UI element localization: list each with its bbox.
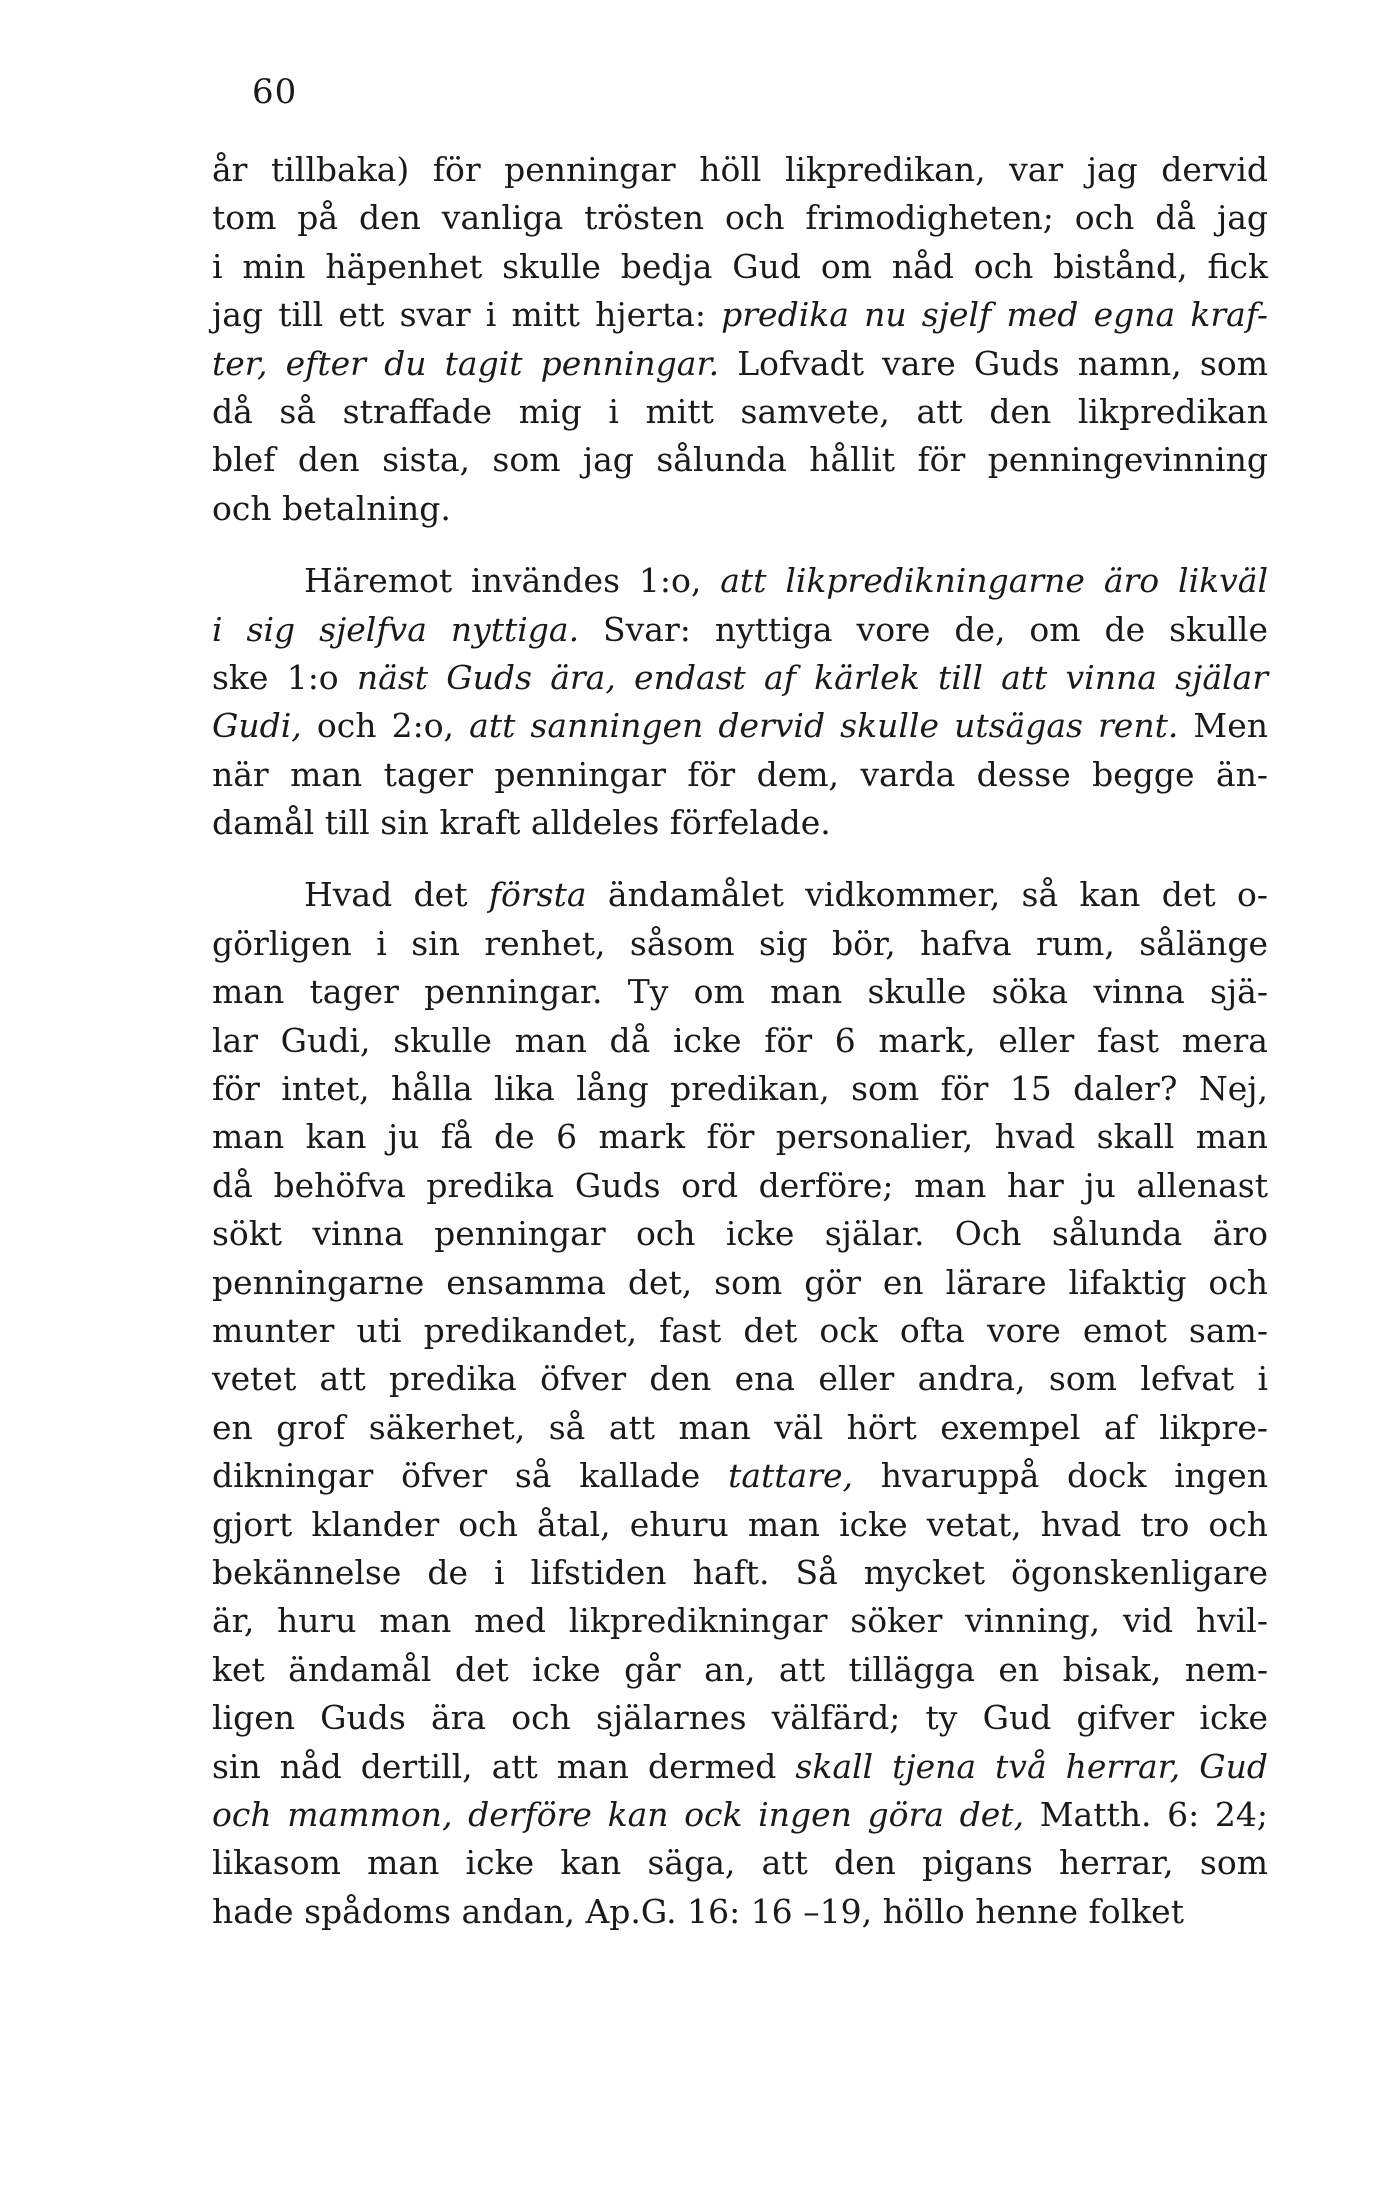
text-segment: när man tager penningar för dem, varda desse begge än- xyxy=(212,754,1268,794)
italic-text: ter, efter du tagit penningar. xyxy=(212,343,720,383)
text-line xyxy=(212,702,1268,750)
text-segment: Svar: nyttiga vore de, om de skulle xyxy=(579,609,1268,649)
text-line xyxy=(212,1501,1268,1549)
text-segment: dikningar öfver så kallade xyxy=(212,1456,729,1496)
text-segment: tom på den vanliga trösten och frimodigheten; och då jag xyxy=(212,198,1268,238)
text-segment: en grof säkerhet, så att man väl hört exempel af likpre- xyxy=(212,1407,1268,1447)
text-line xyxy=(212,1404,1268,1452)
text-line xyxy=(212,243,1268,291)
text-segment: gjort klander och åtal, ehuru man icke vetat, hvad tro och xyxy=(212,1504,1268,1544)
text-line xyxy=(212,871,1268,919)
text-segment: då behöfva predika Guds ord derföre; man har ju allenast xyxy=(212,1165,1268,1205)
text-line xyxy=(212,194,1268,242)
text-body xyxy=(212,146,1268,1936)
text-segment: damål till sin kraft alldeles förfelade. xyxy=(212,803,831,843)
text-line xyxy=(212,1452,1268,1500)
italic-text: tattare, xyxy=(728,1456,854,1496)
text-line xyxy=(212,1162,1268,1210)
text-line xyxy=(212,1307,1268,1355)
text-segment: hvaruppå dock ingen xyxy=(853,1456,1268,1496)
text-segment: ket ändamål det icke går an, att tillägga en bisak, nem- xyxy=(212,1649,1268,1689)
text-line xyxy=(212,1694,1268,1742)
text-line xyxy=(212,485,1268,533)
paragraph-gap xyxy=(212,847,1268,871)
text-line xyxy=(212,1791,1268,1839)
text-line xyxy=(212,557,1268,605)
text-line xyxy=(212,1743,1268,1791)
paragraph xyxy=(212,146,1268,533)
text-line xyxy=(212,606,1268,654)
text-segment: och betalning. xyxy=(212,488,451,528)
page-number: 60 xyxy=(252,72,298,112)
text-segment: likasom man icke kan säga, att den pigans herrar, som xyxy=(212,1843,1268,1883)
italic-text: att likpredikningarne äro likväl xyxy=(720,561,1268,601)
italic-text: näst Guds ära, endast af kärlek till att vinna själar xyxy=(356,657,1269,697)
text-line xyxy=(212,654,1268,702)
text-line xyxy=(212,1549,1268,1597)
italic-text: och mammon, derföre kan ock ingen göra det, xyxy=(212,1794,1025,1834)
text-segment: man tager penningar. Ty om man skulle söka vinna sjä- xyxy=(212,972,1268,1012)
text-segment: Matth. 6: 24; xyxy=(1024,1794,1269,1834)
text-line xyxy=(212,1646,1268,1694)
text-segment: i min häpenhet skulle bedja Gud om nåd och bistånd, fick xyxy=(212,246,1268,286)
text-segment: ligen Guds ära och själarnes välfärd; ty Gud gifver icke xyxy=(212,1698,1268,1738)
text-line xyxy=(212,340,1268,388)
text-segment: då så straffade mig i mitt samvete, att den likpredikan xyxy=(212,391,1268,431)
text-segment: Häremot invändes 1:o, xyxy=(304,561,721,601)
text-segment: sökt vinna penningar och icke själar. Och sålunda äro xyxy=(212,1214,1268,1254)
paragraph xyxy=(212,871,1268,1936)
text-line xyxy=(212,1017,1268,1065)
text-line xyxy=(212,1355,1268,1403)
text-segment: Lofvadt vare Guds namn, som xyxy=(719,343,1268,383)
text-segment: för intet, hålla lika lång predikan, som för 15 daler? Nej, xyxy=(212,1069,1268,1109)
text-segment: ske 1:o xyxy=(212,657,357,697)
text-segment: man kan ju få de 6 mark för personalier, hvad skall man xyxy=(212,1117,1268,1157)
text-segment: år tillbaka) för penningar höll likpredikan, var jag dervid xyxy=(212,150,1268,189)
text-segment: blef den sista, som jag sålunda hållit för penningevinning xyxy=(212,440,1268,480)
italic-text: första xyxy=(488,875,587,915)
text-line xyxy=(212,291,1268,339)
text-segment: och 2:o, xyxy=(301,706,470,746)
text-line xyxy=(212,436,1268,484)
text-line xyxy=(212,1065,1268,1113)
italic-text: i sig sjelfva nyttiga. xyxy=(212,609,580,649)
text-line xyxy=(212,1888,1268,1936)
text-line xyxy=(212,1210,1268,1258)
text-line xyxy=(212,920,1268,968)
text-line xyxy=(212,1113,1268,1161)
text-segment: sin nåd dertill, att man dermed xyxy=(212,1746,796,1786)
text-segment: lar Gudi, skulle man då icke för 6 mark, eller fast mera xyxy=(212,1020,1268,1060)
paragraph xyxy=(212,557,1268,847)
italic-text: predika nu sjelf med egna kraf- xyxy=(721,295,1269,335)
text-segment: Hvad det xyxy=(304,875,489,915)
text-segment: munter uti predikandet, fast det ock ofta vore emot sam- xyxy=(212,1310,1268,1350)
italic-text: att sanningen dervid skulle utsägas rent. xyxy=(469,706,1179,746)
text-segment: ändamålet vidkommer, så kan det o- xyxy=(586,875,1268,915)
text-segment: Men xyxy=(1178,706,1269,746)
text-line xyxy=(212,968,1268,1016)
text-segment: är, huru man med likpredikningar söker vinning, vid hvil- xyxy=(212,1601,1268,1641)
text-line xyxy=(212,388,1268,436)
text-line xyxy=(212,146,1268,194)
text-segment: vetet att predika öfver den ena eller andra, som lefvat i xyxy=(212,1359,1268,1399)
paragraph-gap xyxy=(212,533,1268,557)
text-segment: penningarne ensamma det, som gör en lärare lifaktig och xyxy=(212,1262,1268,1302)
text-line xyxy=(212,799,1268,847)
text-line xyxy=(212,1839,1268,1887)
italic-text: Gudi, xyxy=(212,706,302,746)
text-segment: görligen i sin renhet, såsom sig bör, hafva rum, sålänge xyxy=(212,923,1268,963)
text-segment: bekännelse de i lifstiden haft. Så mycket ögonskenligare xyxy=(212,1552,1268,1592)
italic-text: skall tjena två herrar, Gud xyxy=(795,1746,1268,1786)
text-line xyxy=(212,751,1268,799)
text-line xyxy=(212,1597,1268,1645)
text-segment: hade spådoms andan, Ap.G. 16: 16 –19, höllo henne folket xyxy=(212,1891,1184,1931)
text-segment: jag till ett svar i mitt hjerta: xyxy=(212,295,722,335)
text-line xyxy=(212,1259,1268,1307)
